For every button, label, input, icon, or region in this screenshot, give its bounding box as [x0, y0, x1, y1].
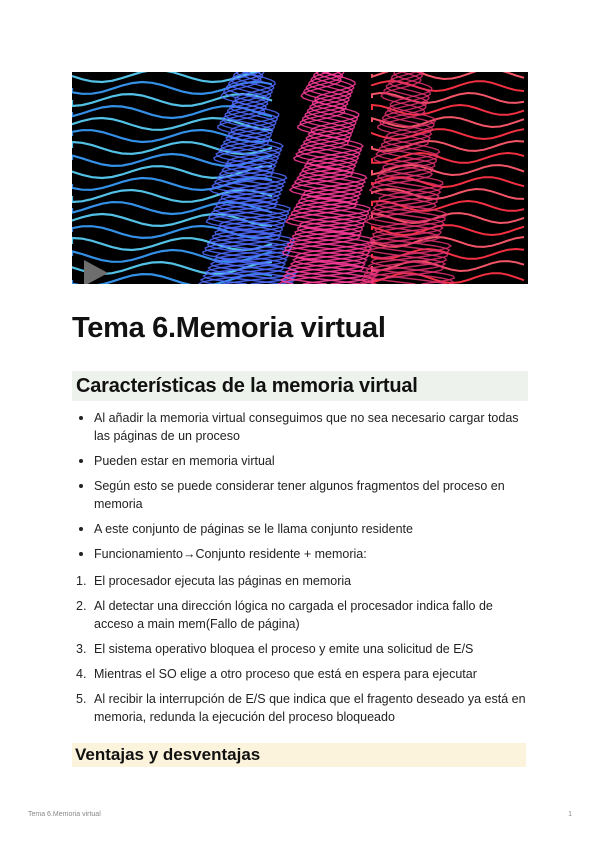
cover-image: [72, 72, 528, 284]
bullet-list: [72, 409, 528, 570]
item-number: 1.: [76, 574, 87, 588]
list-item: 1. El procesador ejecuta las páginas en memoria: [76, 574, 352, 588]
footer-page-number: 1: [568, 811, 572, 818]
list-item: A este conjunto de páginas se le llama conjunto residente: [72, 520, 528, 538]
play-icon[interactable]: [84, 260, 108, 284]
item-number: 4.: [76, 667, 87, 681]
list-item: Funcionamiento→Conjunto residente + memoria:: [72, 545, 528, 563]
list-item: Según esto se puede considerar tener algunos fragmentos del proceso en memoria: [72, 477, 528, 513]
numbered-list: [72, 572, 528, 733]
bullet-marker: [79, 527, 83, 531]
list-item: Pueden estar en memoria virtual: [72, 452, 528, 470]
footer-doc-name: Tema 6.Memoria virtual: [28, 811, 101, 818]
item-number: 3.: [76, 642, 87, 656]
list-item: 4. Mientras el SO elige a otro proceso que está en espera para ejecutar: [76, 667, 477, 681]
page-title: Tema 6.Memoria virtual: [72, 312, 386, 344]
bullet-marker: [79, 416, 83, 420]
light-trail: [72, 94, 272, 106]
light-trail: [372, 261, 524, 271]
subsection-heading: Ventajas y desventajas: [72, 743, 526, 767]
section-heading: Características de la memoria virtual: [72, 371, 528, 401]
list-item: 3. El sistema operativo bloquea el proceso y emite una solicitud de E/S: [76, 642, 474, 656]
light-trail: [72, 226, 272, 238]
item-number: 2.: [76, 599, 87, 613]
list-item: 2. Al detectar una dirección lógica no cargada el procesador indica fallo de acceso a main mem(Fallo de página): [76, 599, 493, 631]
bullet-marker: [79, 552, 83, 556]
light-trail: [372, 141, 524, 151]
list-item: Al añadir la memoria virtual conseguimos que no sea necesario cargar todas las páginas de un proceso: [72, 409, 528, 445]
bullet-marker: [79, 484, 83, 488]
item-number: 5.: [76, 692, 87, 706]
list-item: 5. Al recibir la interrupción de E/S que indica que el fragento deseado ya está en memoria, redunda la ejecución del proceso bloqueado: [76, 692, 526, 724]
light-trail: [372, 129, 524, 139]
light-painting-graphic: [72, 72, 528, 284]
bullet-marker: [79, 459, 83, 463]
